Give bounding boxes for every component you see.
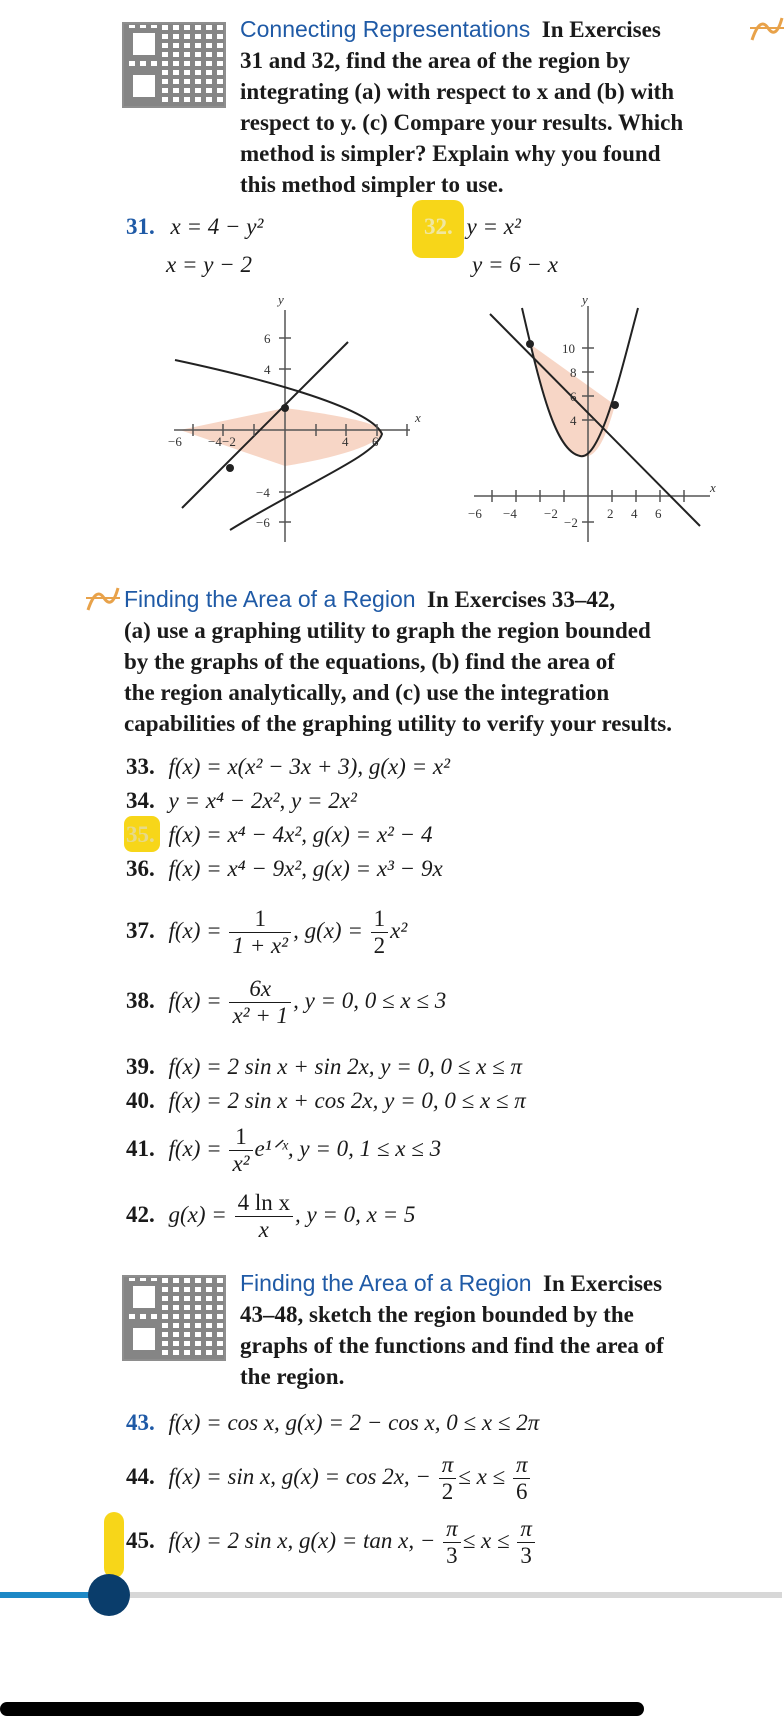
exercise-44: 44. f(x) = sin x, g(x) = cos 2x, − $\frac{\pi}{2}$ ≤ x ≤ $\frac{\pi}{6}$ [126,1452,532,1505]
fraction: $\frac{\pi}{2}$ [439,1452,457,1505]
exercise-41: 41. f(x) = $\frac{1}{\text{x²}}$ e¹ᐟˣ, y = 0, 1 ≤ x ≤ 3 [126,1124,442,1176]
exercise-34: 34. y = x⁴ − 2x², y = 2x² [126,788,357,813]
svg-text:2: 2 [607,506,614,521]
svg-text:y: y [582,292,588,307]
exercise-43: 43. f(x) = cos x, g(x) = 2 − cos x, 0 ≤ x ≤ 2π [126,1410,540,1435]
svg-text:8: 8 [570,365,577,380]
exercise-31: 31. x = 4 − y² [126,214,264,239]
svg-text:−4: −4 [256,485,270,500]
svg-text:x: x [710,480,716,495]
fraction: $\frac{1}{2}$ [371,906,389,959]
section-finding-area-43-48: Finding the Area of a Region In Exercises 43–48, sketch the region bounded by the graphs of the functions and find the area of the region. [240,1270,664,1389]
graph-exercise-31 [168,292,430,550]
line-curve [490,314,700,526]
svg-text:−2: −2 [544,506,558,521]
fraction: $\frac{\pi}{3}$ [517,1516,535,1569]
svg-text:4: 4 [342,434,349,449]
fraction: $\frac{6x}{\text{x² + 1}}$ [229,976,291,1029]
svg-text:6: 6 [372,434,379,449]
svg-text:10: 10 [562,341,575,356]
svg-text:−6: −6 [168,434,182,449]
fraction: $\frac{\text{4 ln x}}{x}$ [235,1190,293,1243]
fraction: $\frac{1}{\text{1 + x²}}$ [229,906,291,959]
fraction: $\frac{1}{\text{x²}}$ [229,1124,252,1177]
progress-slider-thumb[interactable] [88,1574,130,1616]
highlight-mark [104,1512,124,1578]
fraction: $\frac{\pi}{6}$ [513,1452,531,1505]
qr-code [122,22,226,108]
exercise-35: 35. f(x) = x⁴ − 4x², g(x) = x² − 4 [126,822,433,847]
exercise-32: 32. y = x² [424,214,521,239]
home-indicator [0,1702,644,1716]
graphing-utility-icon [750,14,784,42]
graph-exercise-32 [468,292,730,550]
graphing-utility-icon [86,584,120,612]
svg-text:−2: −2 [222,434,236,449]
svg-text:−4: −4 [503,506,517,521]
section-heading: Finding the Area of a Region [240,1270,532,1296]
exercise-37: 37. f(x) = $\frac{1}{\text{1 + x²}}$ , g(x) = $\frac{1}{2}$ x² [126,906,408,958]
section-heading: Finding the Area of a Region [124,586,416,612]
svg-text:4: 4 [264,362,271,377]
section-heading: Connecting Representations [240,16,531,42]
svg-text:−4: −4 [208,434,222,449]
exercise-39: 39. f(x) = 2 sin x + sin 2x, y = 0, 0 ≤ x ≤ π [126,1054,523,1079]
exercise-38: 38. f(x) = $\frac{6x}{\text{x² + 1}}$ , y = 0, 0 ≤ x ≤ 3 [126,976,447,1028]
section-connecting-representations: Connecting Representations In Exercises 31 and 32, find the area of the region by integrating (a) with respect to x and (b) with respect to y. (c) Compare your results. Which method is simpler? Explain why you found this method simpler to use. [240,16,684,197]
svg-text:y: y [278,292,284,307]
exercise-33: 33. f(x) = x(x² − 3x + 3), g(x) = x² [126,754,450,779]
svg-text:6: 6 [264,331,271,346]
exercise-40: 40. f(x) = 2 sin x + cos 2x, y = 0, 0 ≤ x ≤ π [126,1088,526,1113]
svg-text:4: 4 [570,413,577,428]
svg-text:−2: −2 [564,515,578,530]
section-finding-area-33-42: Finding the Area of a Region In Exercises 33–42, (a) use a graphing utility to graph the region bounded by the graphs of the equations, (b) find the area of the region analytically, and (c) use the integration capabilities of the graphing utility to verify your results. [124,586,672,736]
svg-text:4: 4 [631,506,638,521]
svg-text:6: 6 [655,506,662,521]
fraction: $\frac{\pi}{3}$ [443,1516,461,1569]
svg-text:−6: −6 [256,515,270,530]
exercise-45: 45. f(x) = 2 sin x, g(x) = tan x, − $\frac{\pi}{3}$ ≤ x ≤ $\frac{\pi}{3}$ [126,1516,537,1569]
exercise-36: 36. f(x) = x⁴ − 9x², g(x) = x³ − 9x [126,856,443,881]
svg-text:x: x [415,410,421,425]
qr-code [122,1275,226,1361]
svg-text:6: 6 [570,389,577,404]
svg-text:−6: −6 [468,506,482,521]
exercise-31-line2: x = y − 2 [166,252,252,277]
exercise-32-line2: y = 6 − x [472,252,558,277]
exercise-42: 42. g(x) = $\frac{\text{4 ln x}}{x}$ , y = 0, x = 5 [126,1190,416,1242]
